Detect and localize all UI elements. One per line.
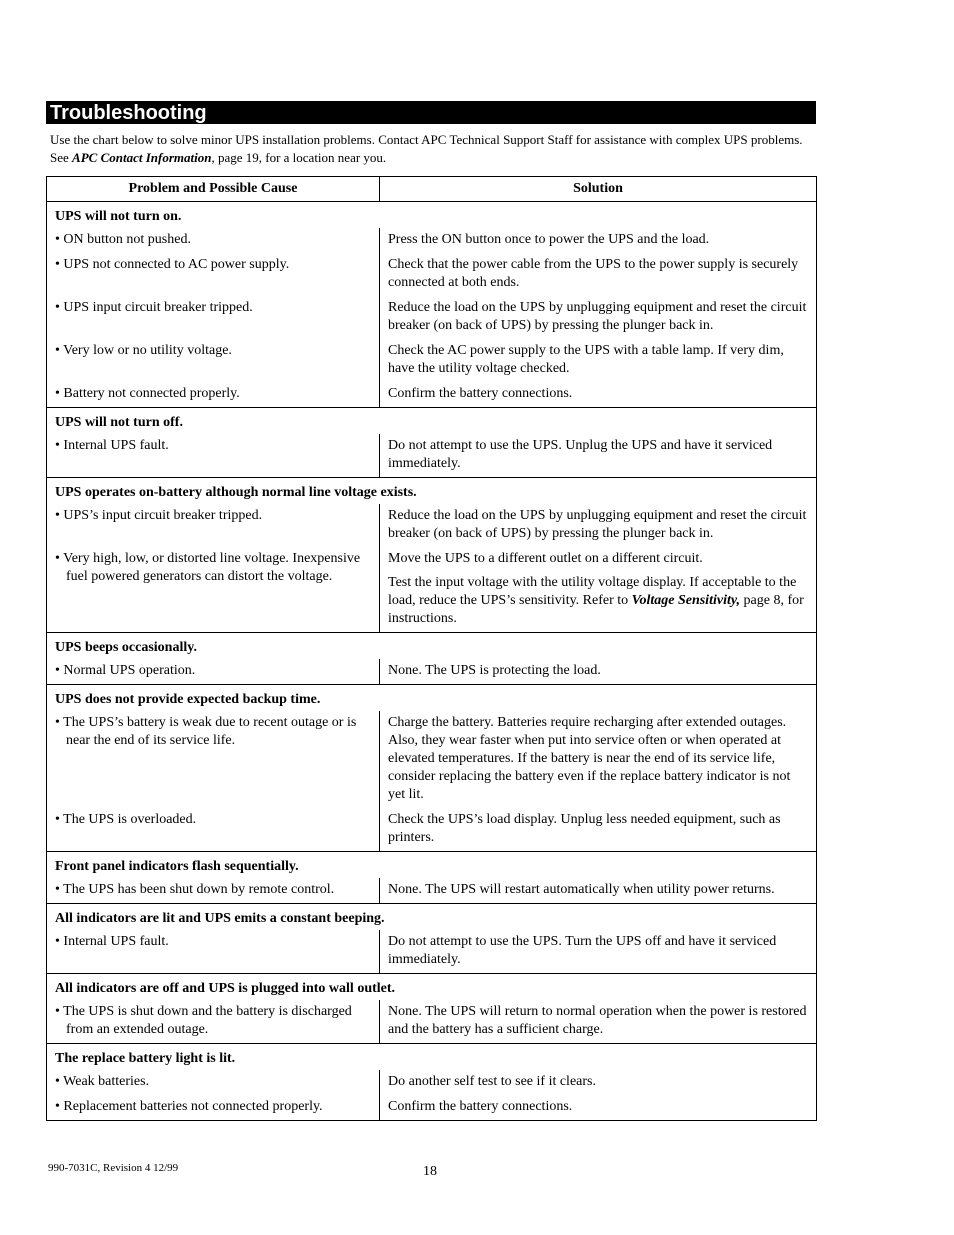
cause-text: • Very low or no utility voltage. (55, 343, 232, 358)
troubleshooting-table (46, 176, 817, 1121)
solution-cell (380, 659, 817, 685)
table-row (47, 878, 817, 904)
document-revision: 990-7031C, Revision 4 12/99 (48, 1162, 179, 1174)
section-heading-row (47, 852, 817, 879)
cause-cell (47, 339, 380, 382)
cause-text: • The UPS’s battery is weak due to recent outage or is near the end of its service life. (55, 715, 357, 748)
table-row (47, 339, 817, 382)
solution-cell (380, 504, 817, 547)
cause-cell (47, 711, 380, 808)
solution-text-2: Test the input voltage with the utility voltage display. If acceptable to the load, reduce the UPS’s sensitivity. Refer to Voltage Sensitivity, page 8, for instructions. (388, 575, 804, 626)
table-row (47, 930, 817, 974)
solution-cell (380, 339, 817, 382)
cause-cell (47, 547, 380, 633)
section-heading-row (47, 202, 817, 229)
table-row (47, 1095, 817, 1121)
cause-text: • The UPS has been shut down by remote control. (55, 882, 335, 897)
cause-text: • ON button not pushed. (55, 232, 191, 247)
table-row (47, 504, 817, 547)
solution-text: None. The UPS will restart automatically when utility power returns. (388, 882, 775, 897)
cause-text: • UPS input circuit breaker tripped. (55, 300, 253, 315)
solution-text: None. The UPS will return to normal operation when the power is restored and the battery has a sufficient charge. (388, 1004, 807, 1037)
solution-cell (380, 711, 817, 808)
cause-cell (47, 253, 380, 296)
section-heading-row (47, 633, 817, 660)
section-heading-row (47, 1044, 817, 1071)
section-heading: Front panel indicators flash sequentially. (47, 852, 817, 879)
section-heading: The replace battery light is lit. (47, 1044, 817, 1071)
solution-text: None. The UPS is protecting the load. (388, 663, 601, 678)
section-heading-row (47, 904, 817, 931)
table-row (47, 253, 817, 296)
solution-text: Confirm the battery connections. (388, 1099, 573, 1114)
table-row (47, 296, 817, 339)
intro-text-before: Use the chart below to solve minor UPS installation problems. Contact APC Technical Support Staff for assistance with complex UPS problems. See (50, 132, 803, 165)
table-row (47, 434, 817, 478)
table-row (47, 711, 817, 808)
solution-cell (380, 434, 817, 478)
section-heading-row (47, 685, 817, 712)
solution-cell (380, 253, 817, 296)
solution-cell (380, 1070, 817, 1095)
cause-cell (47, 504, 380, 547)
intro-reference: APC Contact Information (72, 150, 212, 165)
solution-text: Do not attempt to use the UPS. Unplug the UPS and have it serviced immediately. (388, 438, 773, 471)
solution-text: Do another self test to see if it clears. (388, 1074, 596, 1089)
solution-cell (380, 382, 817, 408)
intro-paragraph (50, 131, 820, 167)
voltage-sensitivity-reference: Voltage Sensitivity, (631, 593, 741, 608)
cause-cell (47, 659, 380, 685)
page-number: 18 (423, 1164, 437, 1179)
solution-text: Move the UPS to a different outlet on a different circuit. (388, 551, 703, 566)
header-solution: Solution (380, 177, 817, 202)
cause-cell (47, 296, 380, 339)
cause-cell (47, 878, 380, 904)
table-row (47, 547, 817, 633)
cause-cell (47, 382, 380, 408)
section-heading: UPS operates on-battery although normal line voltage exists. (47, 478, 817, 505)
solution-cell (380, 228, 817, 253)
section-heading: All indicators are off and UPS is plugged into wall outlet. (47, 974, 817, 1001)
section-heading-row (47, 478, 817, 505)
section-heading: UPS will not turn on. (47, 202, 817, 229)
cause-text: • Very high, low, or distorted line voltage. Inexpensive fuel powered generators can distort the voltage. (55, 551, 361, 584)
solution-cell (380, 930, 817, 974)
table-row (47, 228, 817, 253)
cause-text: • UPS not connected to AC power supply. (55, 257, 290, 272)
solution-text: Charge the battery. Batteries require recharging after extended outages. Also, they wear faster when put into service often or when operated at elevated temperatures. If the battery is near the end of its service life, consider replacing the battery even if the replace battery indicator is not yet lit. (388, 715, 791, 802)
cause-text: • Normal UPS operation. (55, 663, 196, 678)
section-title: Troubleshooting (46, 101, 816, 124)
section-heading: UPS will not turn off. (47, 408, 817, 435)
cause-cell (47, 1095, 380, 1121)
table-row (47, 1070, 817, 1095)
cause-cell (47, 1070, 380, 1095)
cause-text: • The UPS is shut down and the battery is discharged from an extended outage. (55, 1004, 352, 1037)
cause-cell (47, 808, 380, 852)
cause-text: • Internal UPS fault. (55, 934, 169, 949)
solution-cell (380, 296, 817, 339)
solution-cell (380, 1095, 817, 1121)
solution-cell (380, 808, 817, 852)
solution-cell (380, 547, 817, 633)
cause-cell (47, 930, 380, 974)
cause-cell (47, 1000, 380, 1044)
cause-text: • Internal UPS fault. (55, 438, 169, 453)
section-heading-row (47, 974, 817, 1001)
cause-text: • The UPS is overloaded. (55, 812, 197, 827)
section-heading-row (47, 408, 817, 435)
section-heading: UPS beeps occasionally. (47, 633, 817, 660)
solution-cell (380, 1000, 817, 1044)
header-cause: Problem and Possible Cause (47, 177, 380, 202)
solution-text: Reduce the load on the UPS by unplugging equipment and reset the circuit breaker (on back of UPS) by pressing the plunger back in. (388, 508, 807, 541)
solution-text: Confirm the battery connections. (388, 386, 573, 401)
table-header-row (47, 177, 817, 202)
cause-text: • Weak batteries. (55, 1074, 150, 1089)
cause-cell (47, 434, 380, 478)
section-heading: All indicators are lit and UPS emits a constant beeping. (47, 904, 817, 931)
intro-text-after: , page 19, for a location near you. (211, 150, 387, 165)
solution-text: Reduce the load on the UPS by unplugging equipment and reset the circuit breaker (on back of UPS) by pressing the plunger back in. (388, 300, 807, 333)
solution-text: Press the ON button once to power the UPS and the load. (388, 232, 710, 247)
table-row (47, 1000, 817, 1044)
table-row (47, 808, 817, 852)
solution-text: Do not attempt to use the UPS. Turn the UPS off and have it serviced immediately. (388, 934, 777, 967)
cause-text: • Battery not connected properly. (55, 386, 240, 401)
cause-text: • UPS’s input circuit breaker tripped. (55, 508, 263, 523)
cause-cell (47, 228, 380, 253)
solution-text: Check that the power cable from the UPS to the power supply is securely connected at both ends. (388, 257, 799, 290)
table-row (47, 382, 817, 408)
solution-cell (380, 878, 817, 904)
section-heading: UPS does not provide expected backup time. (47, 685, 817, 712)
solution-text: Check the UPS’s load display. Unplug less needed equipment, such as printers. (388, 812, 781, 845)
cause-text: • Replacement batteries not connected properly. (55, 1099, 323, 1114)
table-row (47, 659, 817, 685)
solution-text: Check the AC power supply to the UPS with a table lamp. If very dim, have the utility voltage checked. (388, 343, 784, 376)
